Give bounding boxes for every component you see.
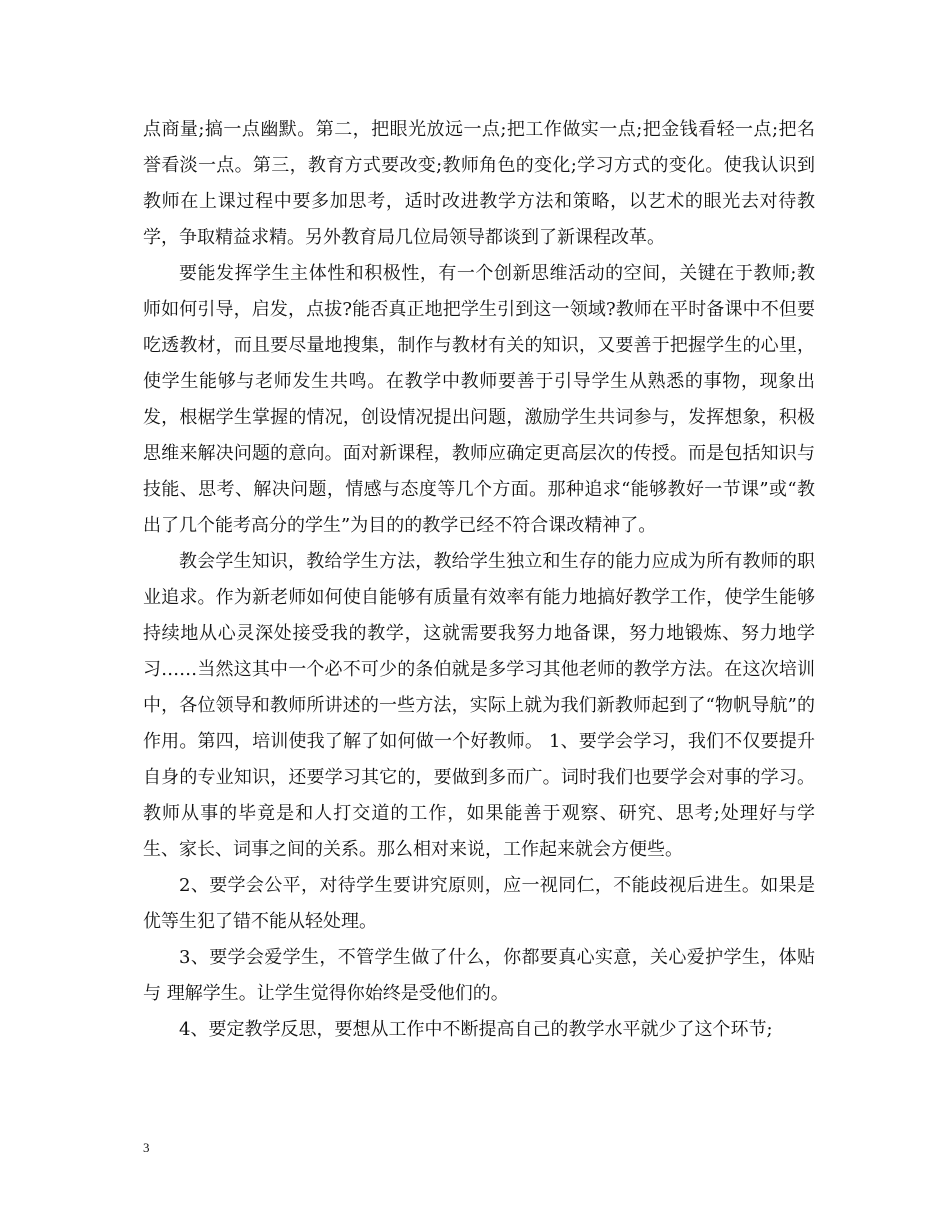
paragraph-6: 4、要定教学反思，要想从工作中不断提高自己的教学水平就少了这个环节; <box>179 1019 773 1040</box>
paragraph-2: 要能发挥学生主体性和积极性，有一个创新思维活动的空间，关键在于教师;教师如何引导，启发，点拔?能否真正地把学生引到这一领域?教师在平时备课中不但要吃透教材，而且要尽量地搜集，制作与教材有关的知识，又要善于把握学生的心里，使学生能够与老师发生共鸣。在教学中教师要善于引导学生从熟悉的事物，现象出发，根椐学生掌握的情况，创设情况提出问题，激励学生共词参与，发挥想象，积极思维来解决问题的意向。面对新课程，教师应确定更高层次的传授。而是包括知识与技能、思考、解决问题，情感与态度等几个方面。那种追求“能够教好一节课”或“教出了几个能考高分的学生”为目的的教学已经不符合课改精神了。 <box>143 263 815 536</box>
paragraph-5: 3、要学会爱学生，不管学生做了什么，你都要真心实意，关心爱护学生，体贴与 理解学生。让学生觉得你始终是受他们的。 <box>143 947 815 1004</box>
paragraph-4: 2、要学会公平，对待学生要讲究原则，应一视同仁，不能歧视后进生。如果是优等生犯了错不能从轻处理。 <box>143 875 815 932</box>
document-body <box>143 112 815 1048</box>
page-number: 3 <box>143 1140 150 1155</box>
paragraph-3: 教会学生知识，教给学生方法，教给学生独立和生存的能力应成为所有教师的职业追求。作为新老师如何使自能够有质量有效率有能力地搞好教学工作，使学生能够持续地从心灵深处接受我的教学，这就需要我努力地备课，努力地锻炼、努力地学习……当然这其中一个必不可少的条伯就是多学习其他老师的教学方法。在这次培训中，各位领导和教师所讲述的一些方法，实际上就为我们新教师起到了“物帆导航”的作用。第四，培训使我了解了如何做一个好教师。 1、要学会学习，我们不仅要提升自身的专业知识，还要学习其它的，要做到多而广。词时我们也要学会对事的学习。教师从事的毕竟是和人打交道的工作，如果能善于观察、研究、思考;处理好与学生、家长、词事之间的关系。那么相对来说，工作起来就会方便些。 <box>143 551 815 860</box>
paragraph-1: 点商量;搞一点幽默。第二，把眼光放远一点;把工作做实一点;把金钱看轻一点;把名誉看淡一点。第三，教育方式要改变;教师角色的变化;学习方式的变化。使我认识到教师在上课过程中要多加思考，适时改进教学方法和策略，以艺术的眼光去对待教学，争取精益求精。另外教育局几位局领导都谈到了新课程改革。 <box>143 119 815 248</box>
